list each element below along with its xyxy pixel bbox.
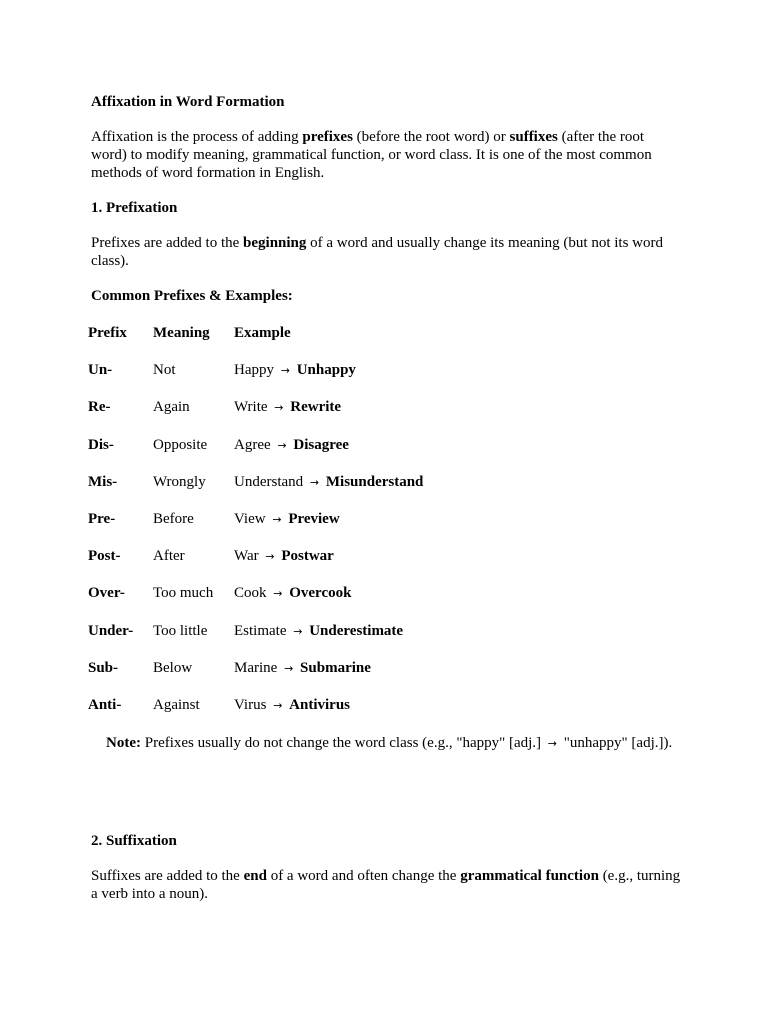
- example-base-word: Agree: [234, 436, 271, 453]
- prefixation-heading: 1. Prefixation: [91, 200, 178, 216]
- prefixation-description: [91, 234, 681, 270]
- suffixation-desc-1: Suffixes are added to the: [91, 868, 244, 885]
- arrow-icon: →: [293, 624, 303, 638]
- meaning-cell: Against: [153, 696, 200, 713]
- note-text-1: Prefixes usually do not change the word class (e.g., "happy" [adj.]: [140, 735, 545, 752]
- document-page: [88, 93, 681, 903]
- intro-text-2: (before the root word) or: [352, 129, 510, 145]
- suffixation-description: [91, 867, 681, 903]
- table-row: [88, 361, 534, 398]
- table-row: [88, 696, 534, 733]
- example-base-word: War: [234, 548, 259, 565]
- suffixation-desc-bold-grammatical: grammatical function: [460, 868, 599, 885]
- meaning-cell: Opposite: [153, 436, 208, 453]
- example-base-word: Estimate: [234, 622, 287, 639]
- example-derived-word: Antivirus: [289, 696, 350, 713]
- example-base-word: Virus: [234, 696, 267, 713]
- example-derived-word: Underestimate: [309, 622, 404, 639]
- intro-bold-prefixes: prefixes: [302, 129, 353, 145]
- note-text-2: "unhappy" [adj.]).: [560, 735, 673, 752]
- example-cell: [234, 510, 534, 547]
- meaning-cell: Not: [153, 362, 176, 379]
- example-cell: [234, 436, 534, 473]
- prefix-cell: Dis-: [88, 436, 114, 453]
- example-derived-word: Disagree: [293, 436, 349, 453]
- meaning-cell: Wrongly: [153, 473, 206, 490]
- column-header-meaning: Meaning: [153, 325, 210, 341]
- meaning-cell: Too little: [153, 622, 208, 639]
- example-cell: [234, 473, 534, 510]
- example-cell: [234, 584, 534, 621]
- example-cell: [234, 659, 534, 696]
- prefix-cell: Sub-: [88, 659, 119, 676]
- prefix-table-header-row: [88, 324, 534, 361]
- example-derived-word: Overcook: [289, 585, 352, 602]
- table-row: [88, 473, 534, 510]
- table-row: [88, 584, 534, 621]
- intro-paragraph: [91, 128, 681, 182]
- arrow-icon: →: [309, 475, 320, 489]
- prefix-cell: Un-: [88, 362, 113, 379]
- suffixation-desc-3: (e.g., turning a verb into a noun).: [91, 868, 681, 903]
- example-base-word: View: [234, 510, 266, 527]
- table-row: [88, 510, 534, 547]
- example-derived-word: Misunderstand: [325, 473, 424, 490]
- example-derived-word: Postwar: [281, 548, 334, 565]
- example-cell: [234, 696, 534, 733]
- prefix-note: [106, 734, 681, 753]
- example-base-word: Write: [234, 399, 268, 416]
- prefix-cell: Under-: [88, 622, 134, 639]
- suffixation-desc-2: of a word and often change the: [266, 868, 461, 885]
- column-header-prefix: Prefix: [88, 325, 127, 341]
- prefix-cell: Mis-: [88, 473, 118, 490]
- arrow-icon: →: [273, 698, 283, 712]
- table-row: [88, 436, 534, 473]
- meaning-cell: Again: [153, 399, 190, 416]
- prefix-cell: Re-: [88, 399, 111, 416]
- arrow-icon: →: [284, 661, 294, 675]
- prefix-cell: Anti-: [88, 696, 122, 713]
- intro-text-3: (after the root word) to modify meaning, grammatical function, or word class. It is one of the most common methods of word formation in English.: [91, 129, 652, 181]
- prefix-table: [88, 324, 534, 733]
- prefix-table-heading: Common Prefixes & Examples:: [91, 288, 293, 304]
- table-row: [88, 659, 534, 696]
- intro-text-1: Affixation is the process of adding: [91, 129, 303, 145]
- prefixation-desc-2: of a word and usually change its meaning (but not its word class).: [91, 235, 664, 269]
- prefixation-desc-1: Prefixes are added to the: [91, 235, 244, 251]
- meaning-cell: Below: [153, 659, 193, 676]
- arrow-icon: →: [280, 364, 290, 378]
- meaning-cell: Before: [153, 510, 194, 527]
- arrow-icon: →: [274, 401, 284, 415]
- example-cell: [234, 398, 534, 435]
- arrow-icon: →: [273, 587, 283, 601]
- prefix-cell: Over-: [88, 585, 125, 602]
- meaning-cell: Too much: [153, 585, 214, 602]
- document-title: Affixation in Word Formation: [91, 94, 285, 110]
- table-row: [88, 398, 534, 435]
- intro-bold-suffixes: suffixes: [509, 129, 558, 145]
- meaning-cell: After: [153, 548, 185, 565]
- prefixation-desc-bold: beginning: [243, 235, 307, 251]
- prefix-table-body: [88, 361, 534, 733]
- prefix-cell: Pre-: [88, 510, 116, 527]
- arrow-icon: →: [272, 512, 282, 526]
- example-derived-word: Preview: [288, 510, 340, 527]
- example-derived-word: Unhappy: [296, 362, 356, 379]
- example-cell: [234, 361, 534, 398]
- note-label: Note:: [106, 735, 141, 752]
- arrow-icon: →: [547, 737, 558, 751]
- example-derived-word: Submarine: [300, 659, 371, 676]
- example-derived-word: Rewrite: [290, 399, 342, 416]
- suffixation-section: [91, 832, 681, 903]
- example-cell: [234, 622, 534, 659]
- example-base-word: Understand: [234, 473, 304, 490]
- example-base-word: Marine: [234, 659, 278, 676]
- arrow-icon: →: [277, 438, 287, 452]
- example-cell: [234, 547, 534, 584]
- column-header-example: Example: [234, 325, 291, 341]
- example-base-word: Happy: [234, 362, 274, 379]
- prefix-cell: Post-: [88, 548, 121, 565]
- suffixation-heading: 2. Suffixation: [91, 833, 177, 850]
- arrow-icon: →: [265, 550, 275, 564]
- suffixation-desc-bold-end: end: [243, 868, 267, 885]
- example-base-word: Cook: [234, 585, 267, 602]
- table-row: [88, 547, 534, 584]
- table-row: [88, 622, 534, 659]
